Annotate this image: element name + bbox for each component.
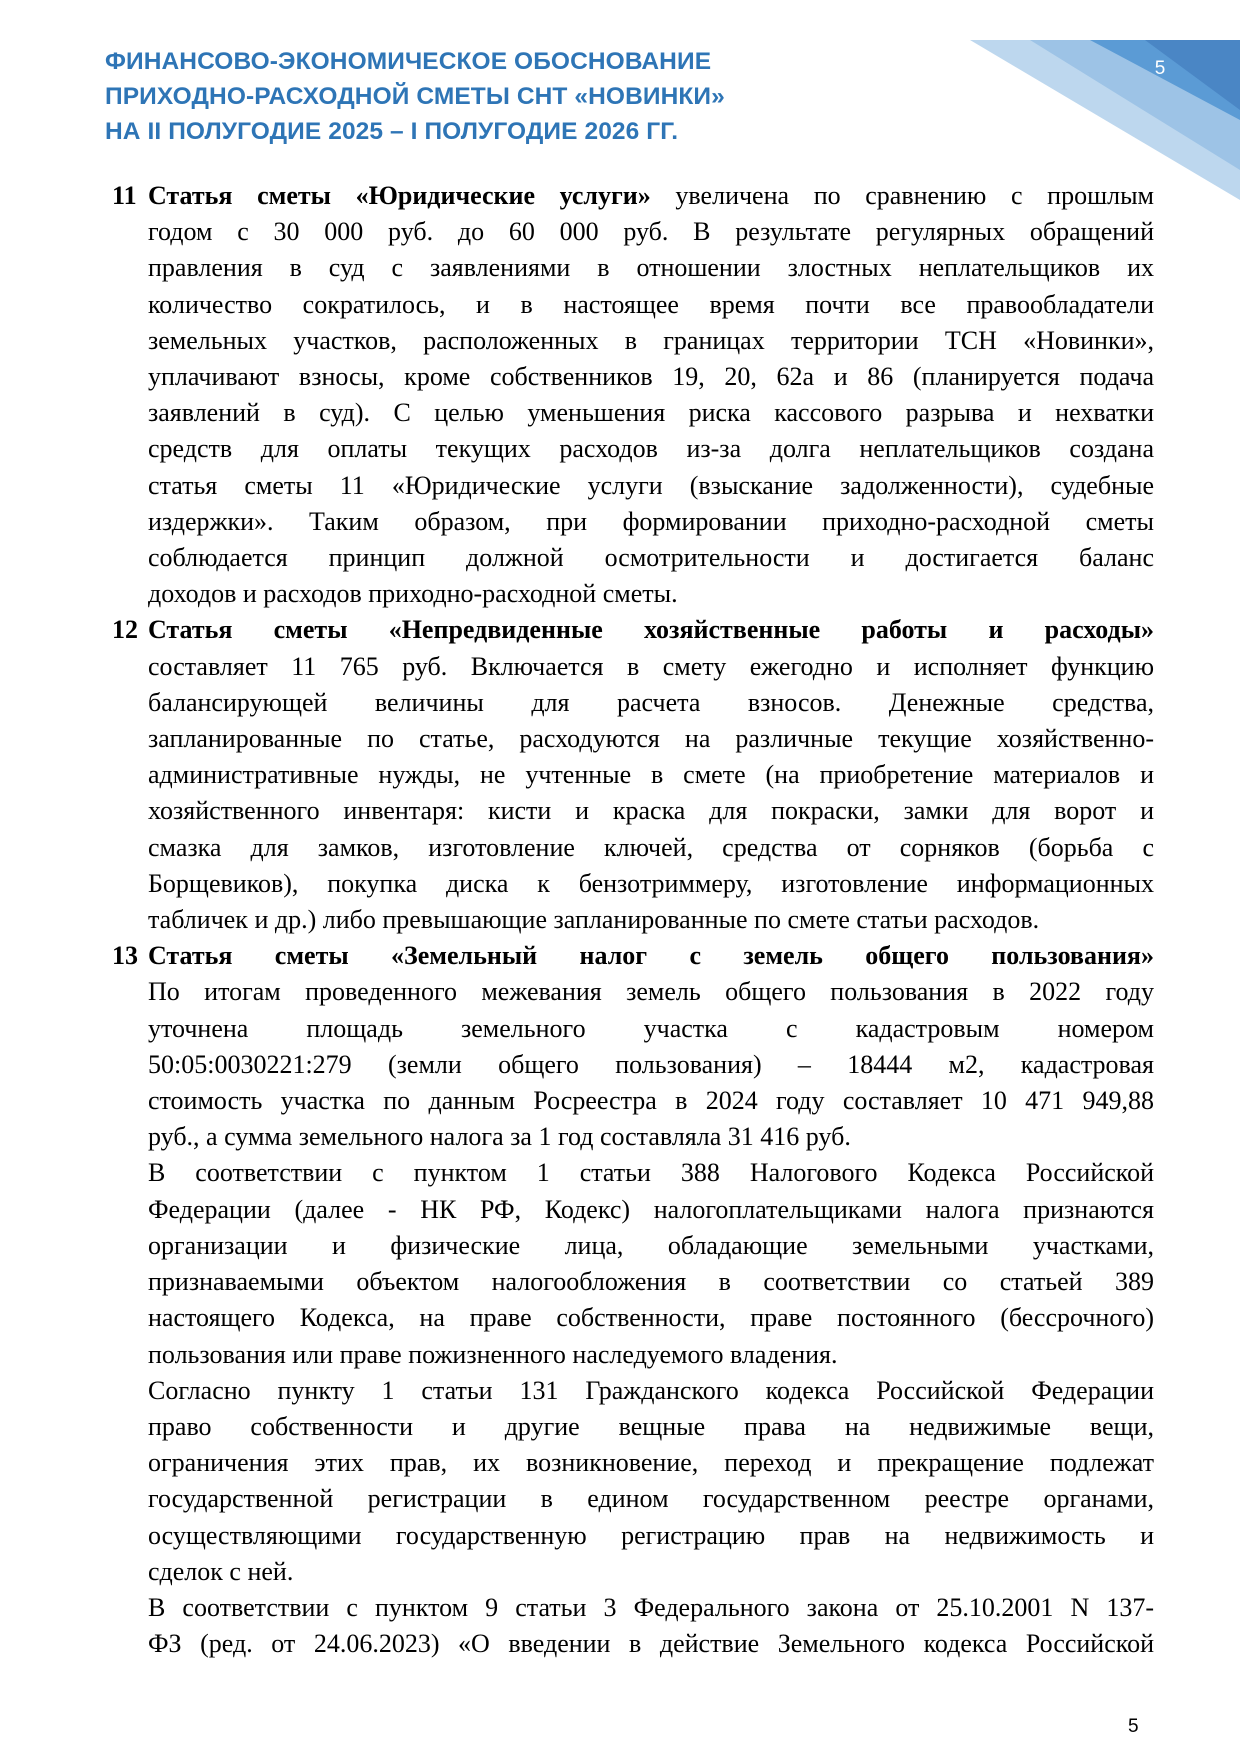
header-title-line-1: ФИНАНСОВО-ЭКОНОМИЧЕСКОЕ ОБОСНОВАНИЕ [105, 48, 712, 75]
text-line: осуществляющими государственную регистрацию прав на недвижимость и [148, 1520, 1154, 1550]
text-line: годом с 30 000 руб. до 60 000 руб. В результате регулярных обращений [148, 217, 1154, 247]
text-line: Статья сметы «Юридические услуги» увеличена по сравнению с прошлым [148, 181, 1154, 210]
list-item [112, 938, 1154, 1662]
text-line: хозяйственного инвентаря: кисти и краска для покраски, замки для ворот и [148, 796, 1154, 826]
text-line: административные нужды, не учтенные в смете (на приобретение материалов и [148, 760, 1154, 790]
text-line: Федерации (далее - НК РФ, Кодекс) налогоплательщиками налога признаются [148, 1194, 1154, 1224]
text-line: количество сократилось, и в настоящее время почти все правообладатели [148, 289, 1154, 319]
item-heading: Статья сметы «Земельный налог с земель общего пользования» [148, 941, 1154, 971]
text-line: сделок с ней. [148, 1556, 294, 1586]
text-line: доходов и расходов приходно-расходной сметы. [148, 579, 678, 609]
text-line: Борщевиков), покупка диска к бензотриммеру, изготовление информационных [148, 868, 1154, 898]
item-number: 12 [112, 615, 138, 645]
text-line: ФЗ (ред. от 24.06.2023) «О введении в действие Земельного кодекса Российской [148, 1629, 1154, 1659]
text-line: руб., а сумма земельного налога за 1 год составляла 31 416 руб. [148, 1122, 851, 1152]
list-item [112, 612, 1154, 938]
text-line: 50:05:0030221:279 (земли общего пользования) – 18444 м2, кадастровая [148, 1049, 1154, 1079]
text-line: ограничения этих прав, их возникновение, переход и прекращение подлежат [148, 1448, 1154, 1478]
text-line: признаваемыми объектом налогообложения в соответствии со статьей 389 [148, 1267, 1154, 1297]
header-title-line-2: ПРИХОДНО-РАСХОДНОЙ СМЕТЫ СНТ «НОВИНКИ» [105, 83, 725, 110]
text-line: пользования или праве пожизненного наследуемого владения. [148, 1339, 838, 1369]
item-number: 11 [112, 181, 137, 210]
text-line: смазка для замков, изготовление ключей, средства от сорняков (борьба с [148, 832, 1154, 862]
text-line: настоящего Кодекса, на праве собственности, праве постоянного (бессрочного) [148, 1303, 1154, 1333]
header-title-line-3: НА II ПОЛУГОДИЕ 2025 – I ПОЛУГОДИЕ 2026 ГГ. [105, 118, 679, 145]
text-line [148, 612, 1154, 648]
text-line: балансирующей величины для расчета взносов. Денежные средства, [148, 687, 1154, 717]
header-page-number: 5 [1154, 58, 1166, 79]
document-header [105, 44, 865, 149]
text-line: право собственности и другие вещные права на недвижимые вещи, [148, 1411, 1154, 1441]
text-line: статья сметы 11 «Юридические услуги (взыскание задолженности), судебные [148, 470, 1154, 500]
footer-page-number: 5 [1128, 1716, 1139, 1737]
text-line: составляет 11 765 руб. Включается в смету ежегодно и исполняет функцию [148, 651, 1154, 681]
corner-decoration-icon [940, 0, 1240, 200]
item-heading: Статья сметы «Непредвиденные хозяйственные работы и расходы» [148, 615, 1154, 645]
document-body [112, 178, 1154, 1662]
text-line: табличек и др.) либо превышающие запланированные по смете статьи расходов. [148, 905, 1040, 935]
text-line: правления в суд с заявлениями в отношении злостных неплательщиков их [148, 253, 1154, 283]
text-line: Согласно пункту 1 статьи 131 Гражданского кодекса Российской Федерации [148, 1375, 1154, 1405]
text-line: В соответствии с пунктом 9 статьи 3 Федерального закона от 25.10.2001 N 137- [148, 1592, 1154, 1622]
item-heading: Статья сметы «Юридические услуги» [148, 181, 651, 210]
text-line: По итогам проведенного межевания земель общего пользования в 2022 году [148, 977, 1154, 1007]
text-line: уточнена площадь земельного участка с кадастровым номером [148, 1013, 1154, 1043]
text-line: уплачивают взносы, кроме собственников 19, 20, 62а и 86 (планируется подача [148, 362, 1154, 392]
text-line: соблюдается принцип должной осмотрительности и достигается баланс [148, 543, 1154, 573]
text-line: государственной регистрации в едином государственном реестре органами, [148, 1484, 1154, 1514]
text-line: земельных участков, расположенных в границах территории ТСН «Новинки», [148, 325, 1154, 355]
text-line: стоимость участка по данным Росреестра в 2024 году составляет 10 471 949,88 [148, 1086, 1154, 1116]
text-line: средств для оплаты текущих расходов из-за долга неплательщиков создана [148, 434, 1154, 464]
text-line: заявлений в суд). С целью уменьшения риска кассового разрыва и нехватки [148, 398, 1154, 428]
item-number: 13 [112, 941, 138, 971]
text-line: издержки». Таким образом, при формировании приходно-расходной сметы [148, 506, 1154, 536]
list-item [112, 178, 1154, 612]
text-line: В соответствии с пунктом 1 статьи 388 Налогового Кодекса Российской [148, 1158, 1154, 1188]
text-line [148, 938, 1154, 974]
text-line: организации и физические лица, обладающие земельными участками, [148, 1230, 1154, 1260]
text-line: запланированные по статье, расходуются на различные текущие хозяйственно- [148, 724, 1154, 754]
